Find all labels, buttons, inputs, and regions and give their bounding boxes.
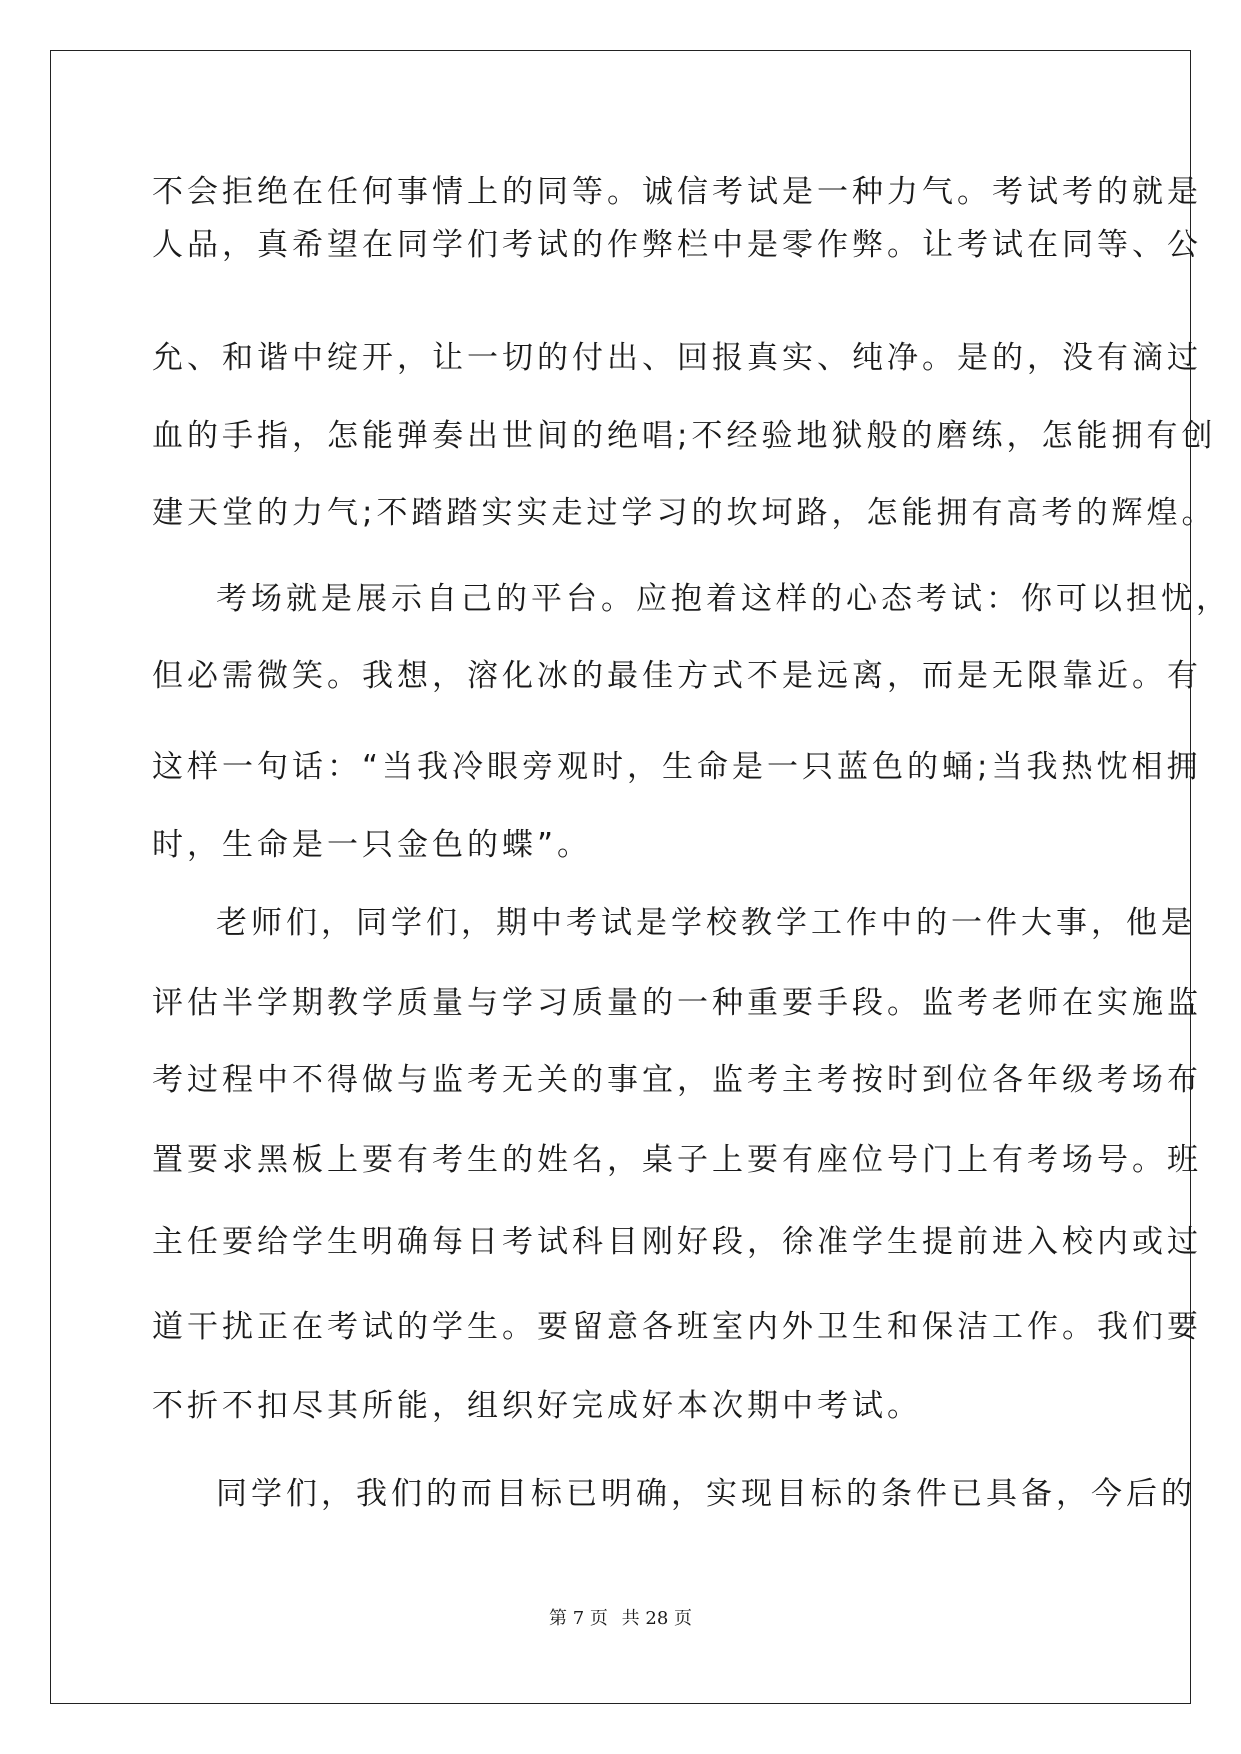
text-line: 评估半学期教学质量与学习质量的一种重要手段。监考老师在实施监 xyxy=(152,985,1202,1021)
text-line: 这样一句话：“当我冷眼旁观时，生命是一只蓝色的蛹;当我热忱相拥 xyxy=(152,749,1202,785)
text-line: 考场就是展示自己的平台。应抱着这样的心态考试：你可以担忧， xyxy=(216,581,1231,617)
text-line: 人品，真希望在同学们考试的作弊栏中是零作弊。让考试在同等、公 xyxy=(152,227,1202,263)
total-pages: 共 28 页 xyxy=(621,1608,692,1629)
text-line: 血的手指，怎能弹奏出世间的绝唱;不经验地狱般的磨练，怎能拥有创 xyxy=(152,418,1217,454)
text-line: 不折不扣尽其所能，组织好完成好本次期中考试。 xyxy=(152,1388,922,1424)
text-line: 允、和谐中绽开，让一切的付出、回报真实、纯净。是的，没有滴过 xyxy=(152,340,1202,376)
text-line: 主任要给学生明确每日考试科目刚好段，徐准学生提前进入校内或过 xyxy=(152,1224,1202,1260)
text-line: 同学们，我们的而目标已明确，实现目标的条件已具备，今后的 xyxy=(216,1476,1196,1512)
text-line: 建天堂的力气;不踏踏实实走过学习的坎坷路，怎能拥有高考的辉煌。 xyxy=(152,495,1217,531)
text-line: 考过程中不得做与监考无关的事宜，监考主考按时到位各年级考场布 xyxy=(152,1062,1202,1098)
page-border xyxy=(50,50,1191,1704)
text-line: 老师们，同学们，期中考试是学校教学工作中的一件大事，他是 xyxy=(216,905,1196,941)
text-line: 不会拒绝在任何事情上的同等。诚信考试是一种力气。考试考的就是 xyxy=(152,174,1202,210)
text-line: 置要求黑板上要有考生的姓名，桌子上要有座位号门上有考场号。班 xyxy=(152,1142,1202,1178)
text-line: 但必需微笑。我想，溶化冰的最佳方式不是远离，而是无限靠近。有 xyxy=(152,658,1202,694)
page-number: 第 7 页 xyxy=(549,1608,608,1629)
text-line: 道干扰正在考试的学生。要留意各班室内外卫生和保洁工作。我们要 xyxy=(152,1309,1202,1345)
page-footer xyxy=(0,1607,1241,1631)
text-line: 时，生命是一只金色的蝶”。 xyxy=(152,827,593,863)
